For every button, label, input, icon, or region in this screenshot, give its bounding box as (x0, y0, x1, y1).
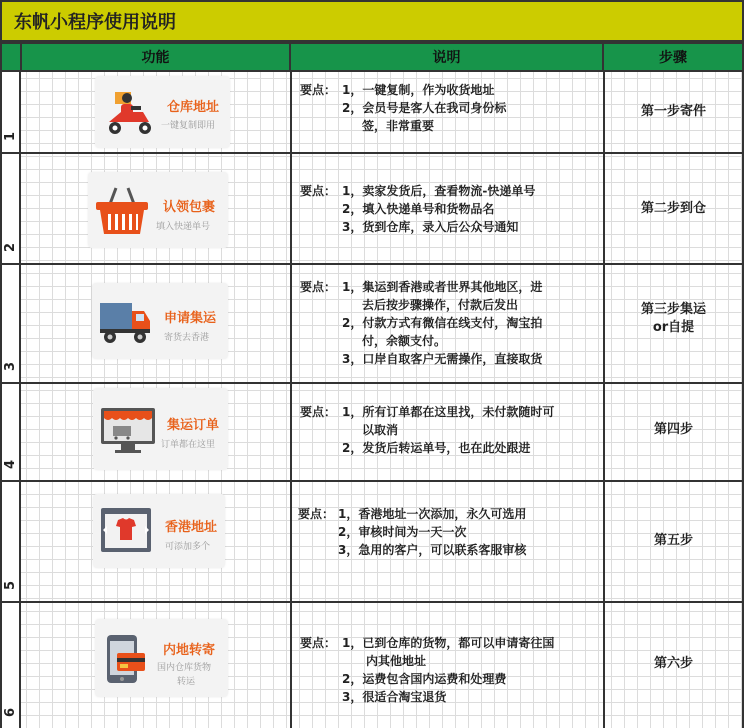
feature-card-consolidation-orders[interactable] (93, 388, 228, 470)
feature-card-hk-address[interactable] (93, 494, 225, 568)
delivery-scooter-icon (101, 86, 157, 138)
feature-card-domestic-forwarding[interactable] (95, 619, 228, 697)
card-subtitle: 寄货去香港 (164, 333, 210, 343)
table-row (0, 482, 744, 603)
header-step: 步骤 (603, 42, 744, 72)
header-func: 功能 (21, 42, 291, 72)
card-subtitle: 可添加多个 (165, 542, 211, 552)
card-subtitle: 填入快递单号 (156, 222, 211, 232)
row-number: 1 (0, 72, 21, 152)
feature-card-claim-package[interactable] (88, 172, 228, 248)
card-subtitle: 订单都在这里 (161, 440, 216, 450)
description-cell: 要点： 1，已到仓库的货物，都可以申请寄往国 内其他地址 2，运费包含国内运费和处理费 3，很适合淘宝退货 (300, 636, 555, 704)
step-label: 第一步寄件 (640, 104, 706, 119)
step-label: 第四步 (653, 422, 693, 437)
table-header (0, 42, 744, 72)
truck-icon (98, 299, 152, 345)
step-label: 第三步集运 or自提 (640, 302, 706, 335)
page-title: 东帆小程序使用说明 (0, 0, 744, 42)
phone-card-icon (103, 633, 147, 685)
card-subtitle: 国内仓库货物 (157, 663, 212, 673)
card-subtitle: 一键复制即用 (161, 121, 216, 131)
row-number: 5 (0, 482, 21, 601)
description-cell: 要点： 1，香港地址一次添加，永久可选用 2，审核时间为一天一次 3，急用的客户，可以联系客服审核 (298, 507, 527, 557)
table-row (0, 384, 744, 482)
header-corner (0, 42, 22, 72)
card-title: 内地转寄 (163, 643, 216, 658)
card-title: 认领包裹 (163, 200, 216, 215)
table-row (0, 154, 744, 265)
step-label: 第五步 (653, 533, 693, 548)
shop-monitor-icon (99, 402, 157, 454)
step-label: 第二步到仓 (640, 201, 706, 216)
row-number: 6 (0, 603, 21, 728)
table-row (0, 265, 744, 384)
description-cell: 要点： 1，一键复制，作为收货地址 2，会员号是客人在我司身份标 签，非常重要 (300, 83, 507, 133)
table-row (0, 603, 744, 728)
card-title: 集运订单 (167, 418, 220, 433)
card-title: 仓库地址 (167, 100, 220, 115)
table-row (0, 72, 744, 154)
browser-shirt-icon (99, 506, 153, 554)
description-cell: 要点： 1，卖家发货后，查看物流-快递单号 2，填入快递单号和货物品名 3，货到仓库，录入后公众号通知 (300, 184, 536, 234)
row-number: 4 (0, 384, 21, 480)
card-subtitle: 转运 (177, 677, 196, 687)
card-title: 香港地址 (165, 520, 218, 535)
row-number: 2 (0, 154, 21, 263)
feature-card-warehouse-address[interactable] (95, 76, 230, 148)
row-number: 3 (0, 265, 21, 382)
description-cell: 要点： 1，集运到香港或者世界其他地区，进 去后按步骤操作，付款后发出 2，付款方式有微信在线支付，淘宝拍 付，余额支付。 3，口岸自取客户无需操作，直接取货 (300, 280, 543, 366)
header-desc: 说明 (290, 42, 604, 72)
card-title: 申请集运 (164, 311, 217, 326)
step-label: 第六步 (653, 656, 693, 671)
description-cell: 要点： 1，所有订单都在这里找，未付款随时可 以取消 2，发货后转运单号，也在此处跟进 (300, 405, 555, 455)
feature-card-apply-consolidation[interactable] (92, 283, 228, 359)
shopping-basket-icon (94, 184, 150, 238)
